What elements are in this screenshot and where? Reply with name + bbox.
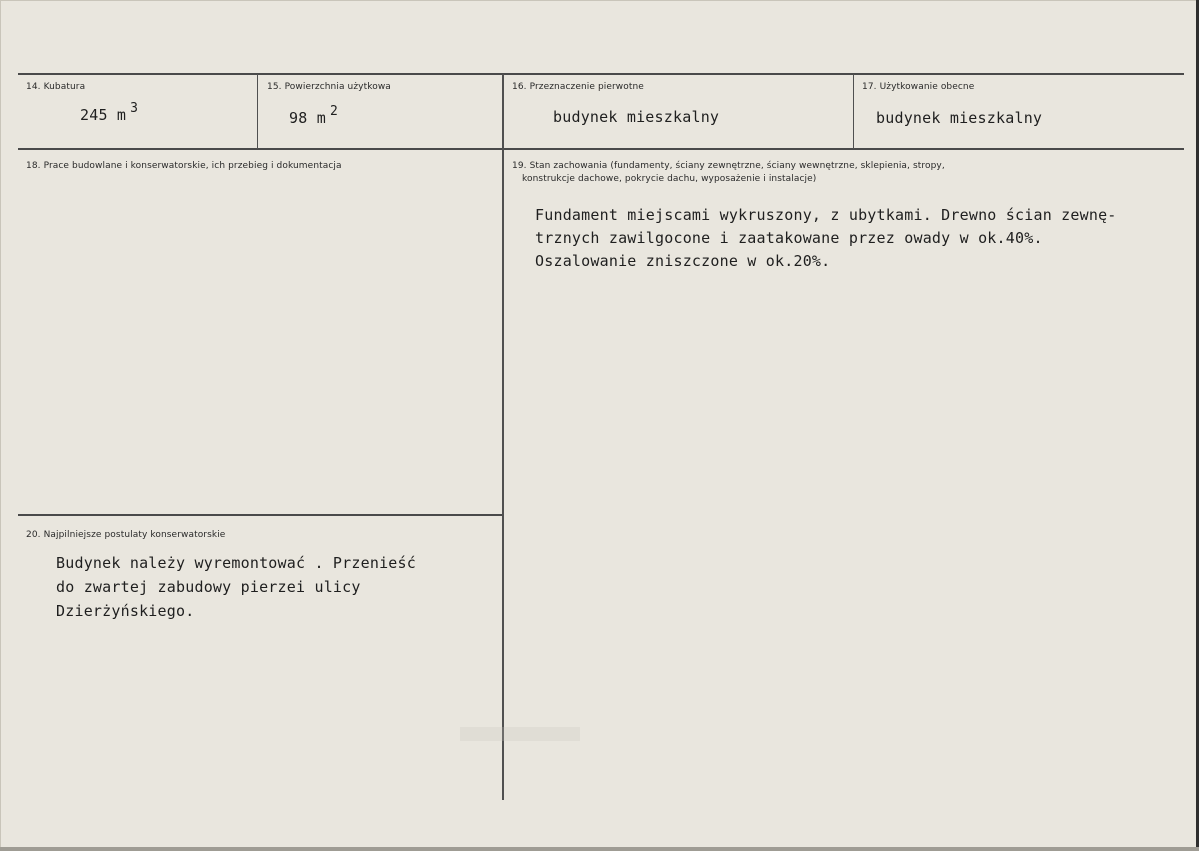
faint-smudge <box>460 727 580 741</box>
top-rule <box>18 73 1184 75</box>
field-20-label: 20. Najpilniejsze postulaty konserwatorskie <box>26 530 226 540</box>
field-17-label: 17. Użytkowanie obecne <box>862 82 975 92</box>
field-15-label: 15. Powierzchnia użytkowa <box>267 82 391 92</box>
divider-14-15 <box>257 74 258 149</box>
field-19-label-line1: 19. Stan zachowania (fundamenty, ściany zewnętrzne, ściany wewnętrzne, sklepienia, stropy, <box>512 161 945 171</box>
divider-16-17 <box>853 74 854 149</box>
field-19-label-line2: konstrukcje dachowe, pokrycie dachu, wyposażenie i instalacje) <box>522 174 817 184</box>
field-19-line-1: Fundament miejscami wykruszony, z ubytkami. Drewno ścian zewnę- <box>535 206 1117 224</box>
card-edge-bottom <box>0 847 1199 851</box>
field-14-number: 245 m <box>80 106 127 124</box>
field-14-label: 14. Kubatura <box>26 82 86 92</box>
field-16-label: 16. Przeznaczenie pierwotne <box>512 82 644 92</box>
field-16-value: budynek mieszkalny <box>553 108 720 126</box>
row1-bottom-rule <box>18 148 1184 150</box>
field-15-number: 98 m <box>289 109 326 127</box>
field-20-line-3: Dzierżyńskiego. <box>56 602 195 620</box>
section20-top-rule <box>18 514 502 516</box>
field-14-superscript: 3 <box>130 101 139 116</box>
field-20-line-2: do zwartej zabudowy pierzei ulicy <box>56 578 361 596</box>
divider-15-16 <box>502 74 504 800</box>
field-14-value <box>80 101 139 128</box>
field-17-value: budynek mieszkalny <box>876 109 1043 127</box>
field-15-value <box>289 104 338 131</box>
field-15-superscript: 2 <box>329 104 338 119</box>
field-19-line-3: Oszalowanie zniszczone w ok.20%. <box>535 252 831 270</box>
field-20-line-1: Budynek należy wyremontować . Przenieść <box>56 554 416 572</box>
field-18-label: 18. Prace budowlane i konserwatorskie, ich przebieg i dokumentacja <box>26 161 342 171</box>
field-19-line-2: trznych zawilgocone i zaatakowane przez owady w ok.40%. <box>535 229 1043 247</box>
